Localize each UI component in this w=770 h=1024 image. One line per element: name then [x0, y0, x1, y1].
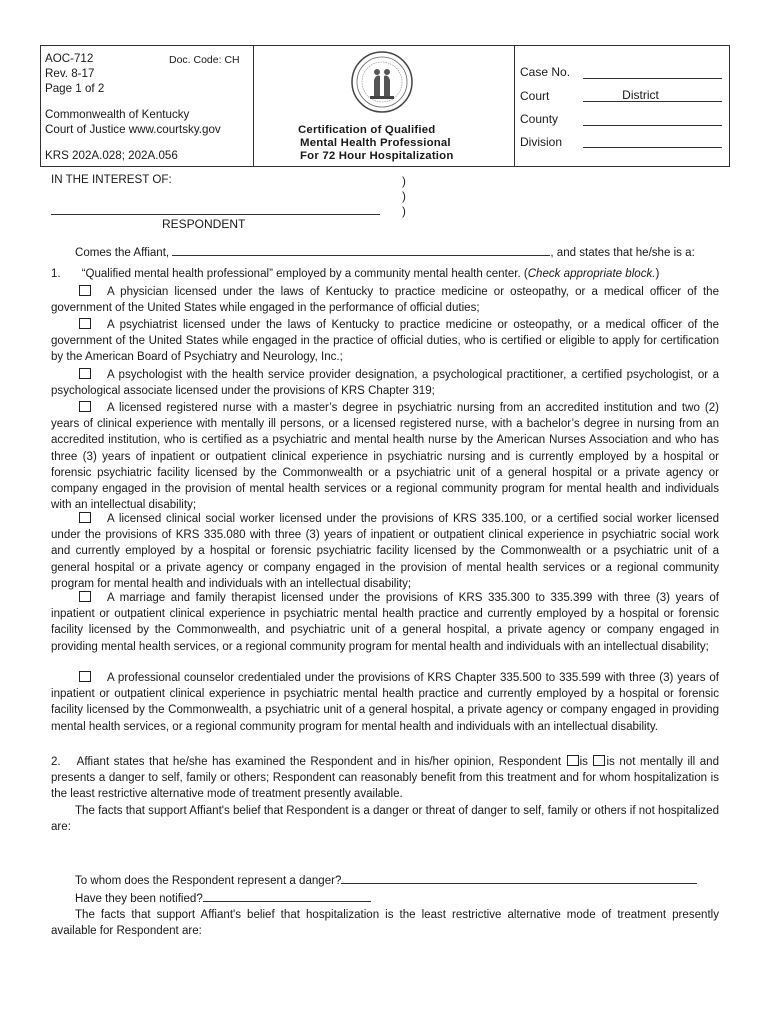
title-line-3: For 72 Hour Hospitalization	[300, 150, 454, 162]
notified-field[interactable]	[203, 890, 371, 902]
header-left-box	[40, 45, 254, 167]
is-not-checkbox[interactable]	[593, 755, 605, 766]
title-line-2: Mental Health Professional	[300, 137, 451, 149]
marriage-family-therapist-checkbox[interactable]	[79, 591, 91, 602]
psychologist-checkbox[interactable]	[79, 368, 91, 379]
paren: )	[402, 205, 406, 218]
court-of-justice: Court of Justice www.courtsky.gov	[45, 123, 221, 136]
option-marriage-family-therapist: A marriage and family therapist licensed under the provisions of KRS 335.300 to 335.399 with three (3) years of inpatient or outpatient clinical experience in psychiatric mental health practice and currently employed by a hospital or forensic facility licensed by the Commonwealth, and psychiatric unit of a general hospital, a private agency or company engaged in providing mental health services, or a regional community program for mental health and individuals with an intellectual disability;	[51, 592, 719, 653]
nurse-checkbox[interactable]	[79, 401, 91, 412]
paren: )	[402, 190, 406, 203]
division-field[interactable]	[583, 134, 722, 148]
professional-counselor-checkbox[interactable]	[79, 671, 91, 682]
kentucky-seal-icon	[350, 50, 414, 114]
item-2: 2. Affiant states that he/she has examined the Respondent and in his/her opinion, Respondent is is not mentally ill and presents a danger to self, family or others; Respondent can reasonably benefit from this treatment and for whom hospitalization is the least restrictive alternative mode of treatment presently available.	[51, 756, 719, 801]
court-field[interactable]	[583, 88, 722, 102]
interest-of-label: IN THE INTEREST OF:	[51, 173, 172, 186]
respondent-label: RESPONDENT	[162, 217, 246, 231]
respondent-name-field[interactable]	[51, 200, 380, 215]
form-number: AOC-712	[45, 52, 94, 65]
county-field[interactable]	[583, 112, 722, 126]
court-value: District	[622, 88, 659, 102]
whom-danger: To whom does the Respondent represent a danger?	[51, 872, 719, 889]
page-number: Page 1 of 2	[45, 82, 105, 95]
county-label: County	[520, 112, 559, 126]
case-no-label: Case No.	[520, 65, 571, 79]
option-professional-counselor: A professional counselor credentialed under the provisions of KRS Chapter 335.500 to 335.599 with three (3) years of inpatient or outpatient clinical experience in psychiatric mental health practice and currently employed by a hospital or forensic facility licensed by the Commonwealth, a psychiatric unit of a general hospital, a private agency or company engaged in providing mental health services, or a regional community program for mental health and individuals with an intellectual disability.	[51, 672, 719, 733]
option-social-worker: A licensed clinical social worker licensed under the provisions of KRS 335.100, or a certified social worker licensed under the provisions of KRS 335.080 with three (3) years of inpatient or outpatient clinical experience in psychiatric social work and currently employed by a hospital or forensic psychiatric facility licensed by the Commonwealth or a psychiatric unit of a general hospital or a private agency or company engaged in the provision of mental health services or a regional community program for mental health and individuals with an intellectual disability;	[51, 513, 719, 590]
intro-line: Comes the Affiant, , and states that he/she is a:	[51, 244, 719, 261]
whom-danger-field[interactable]	[341, 872, 697, 884]
paren: )	[402, 175, 406, 188]
social-worker-checkbox[interactable]	[79, 512, 91, 523]
facts-danger: The facts that support Affiant's belief that Respondent is a danger or threat of danger to self, family or others if not hospitalized are:	[51, 805, 719, 834]
physician-checkbox[interactable]	[79, 285, 91, 296]
title-line-1: Certification of Qualified	[298, 124, 436, 136]
case-no-field[interactable]	[583, 65, 722, 79]
check-appropriate-block: Check appropriate block.	[527, 268, 656, 280]
psychiatrist-checkbox[interactable]	[79, 318, 91, 329]
affiant-name-field[interactable]	[172, 244, 550, 256]
revision: Rev. 8-17	[45, 67, 95, 80]
is-checkbox[interactable]	[567, 755, 579, 766]
court-label: Court	[520, 89, 550, 103]
doc-code: Doc. Code: CH	[169, 54, 240, 66]
division-label: Division	[520, 135, 563, 149]
option-psychiatrist: A psychiatrist licensed under the laws of Kentucky to practice medicine or osteopathy, or a medical officer of the government of the United States while engaged in the practice of official duties, who is certified or eligible to apply for certification by the American Board of Psychiatry and Neurology, Inc.;	[51, 319, 719, 364]
statutes: KRS 202A.028; 202A.056	[45, 149, 178, 162]
commonwealth: Commonwealth of Kentucky	[45, 108, 190, 121]
facts-least-restrictive: The facts that support Affiant's belief that hospitalization is the least restrictive alternative mode of treatment presently available for Respondent are:	[51, 909, 719, 938]
item-1: 1. “Qualified mental health professional” employed by a community mental health center. (Check appropriate block.)	[51, 268, 660, 280]
option-nurse: A licensed registered nurse with a master’s degree in psychiatric nursing from an accredited institution and two (2) years of clinical experience with mentally ill persons, or a licensed registered nurse, with a bachelor’s degree in nursing from an accredited institution, who is certified as a psychiatric and mental health nurse by the American Nurses Association and who has three (3) years of inpatient or outpatient clinical experience in psychiatric nursing and is currently employed by a hospital or forensic psychiatric facility licensed by the Commonwealth or a psychiatric unit of a general hospital or a private agency or company engaged in the provision of mental health services or a regional community program for mental health and individuals with an intellectual disability;	[51, 402, 719, 512]
notified: Have they been notified?	[51, 890, 719, 907]
option-physician: A physician licensed under the laws of Kentucky to practice medicine or osteopathy, or a medical officer of the government of the United States while engaged in the performance of official duties;	[51, 286, 719, 315]
option-psychologist: A psychologist with the health service provider designation, a psychological practitioner, a certified psychologist, or a psychological associate licensed under the provisions of KRS Chapter 319;	[51, 369, 719, 398]
